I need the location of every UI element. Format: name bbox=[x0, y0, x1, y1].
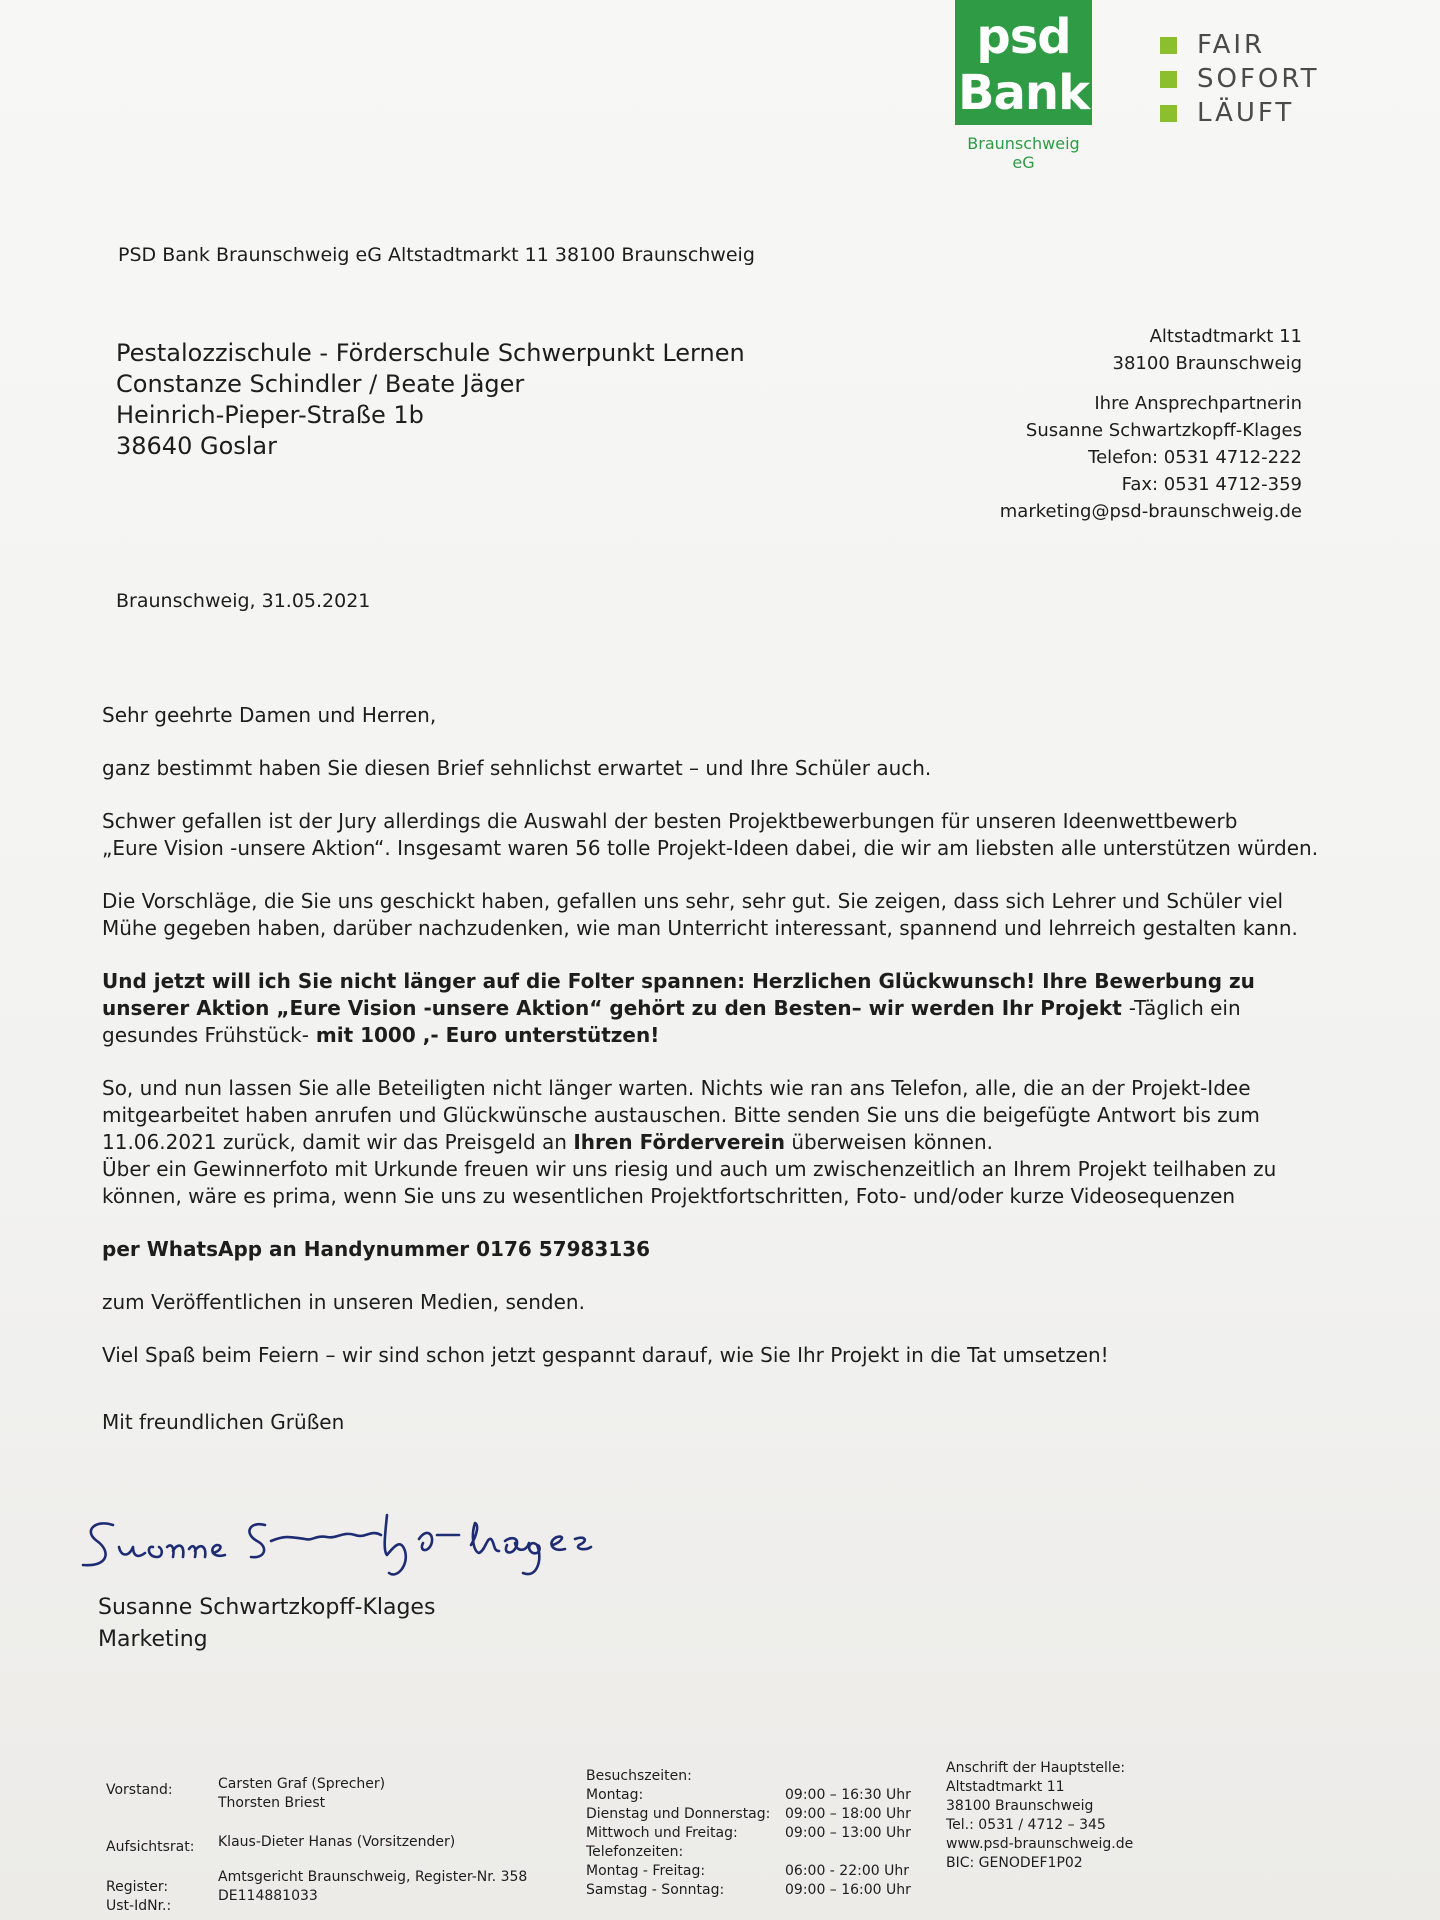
contact-name: Susanne Schwartzkopff-Klages bbox=[1025, 420, 1302, 441]
logo-line1: psd bbox=[976, 9, 1071, 65]
contact-phone: Telefon: 0531 4712-222 bbox=[1088, 447, 1302, 468]
closing: Mit freundlichen Grüßen bbox=[102, 1410, 345, 1434]
hours-day: Dienstag und Donnerstag: bbox=[586, 1806, 771, 1822]
letter-body bbox=[102, 702, 1332, 1462]
slogan-square-icon bbox=[1160, 37, 1177, 54]
footer-ust-label: Ust-IdNr.: bbox=[106, 1898, 172, 1914]
paragraph-bold: mit 1000 ,- Euro unterstützen! bbox=[308, 1023, 660, 1047]
logo-line2: Bank bbox=[957, 65, 1090, 121]
slogan-word: SOFORT bbox=[1197, 64, 1320, 94]
footer-vorstand bbox=[218, 1775, 385, 1813]
footer-aufsicht: Klaus-Dieter Hanas (Vorsitzender) bbox=[218, 1834, 456, 1850]
hours-day: Montag: bbox=[586, 1787, 644, 1803]
logo-subtitle: Braunschweig eG bbox=[967, 134, 1080, 172]
footer-vorstand-name: Thorsten Briest bbox=[218, 1795, 326, 1811]
signer-department: Marketing bbox=[98, 1627, 208, 1652]
footer-hours bbox=[586, 1767, 911, 1900]
paragraph-congrats bbox=[102, 968, 1332, 1049]
contact-email: marketing@psd-braunschweig.de bbox=[999, 501, 1302, 522]
recipient-line: 38640 Goslar bbox=[116, 432, 278, 460]
paragraph: ganz bestimmt haben Sie diesen Brief sehnlichst erwartet – und Ihre Schüler auch. bbox=[102, 756, 932, 780]
slogan-square-icon bbox=[1160, 71, 1177, 88]
paragraph-text: Schwer gefallen ist der Jury allerdings die Auswahl der besten Projektbewerbungen für unseren Ideenwettbewerb bbox=[102, 809, 1238, 833]
phone-hours-day: Montag - Freitag: bbox=[586, 1863, 706, 1879]
phone-hours-day: Samstag - Sonntag: bbox=[586, 1882, 725, 1898]
slogan-square-icon bbox=[1160, 105, 1177, 122]
signer-block bbox=[98, 1592, 435, 1656]
slogan-word: FAIR bbox=[1197, 30, 1266, 60]
whatsapp-line: per WhatsApp an Handynummer 0176 57983136 bbox=[102, 1237, 651, 1261]
footer-register-label bbox=[106, 1878, 171, 1916]
hq-line: 38100 Braunschweig bbox=[946, 1798, 1094, 1814]
sender-line: PSD Bank Braunschweig eG Altstadtmarkt 11 38100 Braunschweig bbox=[118, 244, 755, 266]
hours-time: 09:00 – 13:00 Uhr bbox=[785, 1825, 911, 1841]
phone-hours-time: 06:00 - 22:00 Uhr bbox=[785, 1863, 909, 1879]
recipient-address bbox=[116, 338, 745, 462]
paragraph-text: Über ein Gewinnerfoto mit Urkunde freuen wir uns riesig und auch um zwischenzeitlich an Ihrem Projekt teilhaben zu können, wäre es prima, wenn Sie uns zu wesentlichen Projektfortschritten, Foto- und/oder kurze Videosequenzen bbox=[102, 1157, 1277, 1208]
letter-date: Braunschweig, 31.05.2021 bbox=[116, 590, 371, 612]
hours-time: 09:00 – 18:00 Uhr bbox=[785, 1806, 911, 1822]
project-name: -Täglich ein gesundes Frühstück- bbox=[102, 996, 1241, 1047]
hours-day: Mittwoch und Freitag: bbox=[586, 1825, 738, 1841]
paragraph-text: überweisen können. bbox=[784, 1130, 993, 1154]
paragraph: Viel Spaß beim Feiern – wir sind schon jetzt gespannt darauf, wie Sie Ihr Projekt in die Tat umsetzen! bbox=[102, 1343, 1109, 1367]
footer-ust-value: DE114881033 bbox=[218, 1888, 318, 1904]
contact-street: Altstadtmarkt 11 bbox=[1149, 326, 1302, 347]
footer-register-label-text: Register: bbox=[106, 1879, 169, 1895]
paragraph-bold: Ihren Förderverein bbox=[573, 1130, 785, 1154]
salutation: Sehr geehrte Damen und Herren, bbox=[102, 703, 437, 727]
contact-city: 38100 Braunschweig bbox=[1112, 353, 1302, 374]
footer-aufsicht-label: Aufsichtsrat: bbox=[106, 1839, 195, 1855]
psd-bank-logo bbox=[955, 0, 1092, 125]
paragraph-text: So, und nun lassen Sie alle Beteiligten nicht länger warten. Nichts wie ran ans Telefon, alle, die an der Projekt-Idee mitgearbeitet haben anrufen und Glückwünsche austauschen. Bitte senden Sie uns die beigefügte Antwort bis zum 11.06.2021 zurück, damit wir das Preisgeld an bbox=[102, 1076, 1260, 1154]
paragraph: zum Veröffentlichen in unseren Medien, senden. bbox=[102, 1290, 585, 1314]
footer-register bbox=[218, 1868, 527, 1906]
paragraph-bold: Und jetzt will ich Sie nicht länger auf die Folter spannen: Herzlichen Glückwunsch! Ihre Bewerbung zu unserer Aktion „Eure Vision -unsere Aktion“ gehört zu den Besten– wir werden Ihr Projekt bbox=[102, 969, 1255, 1020]
contact-fax: Fax: 0531 4712-359 bbox=[1121, 474, 1302, 495]
footer-telefon-label: Telefonzeiten: bbox=[586, 1844, 684, 1860]
paragraph bbox=[102, 808, 1332, 862]
footer-vorstand-name: Carsten Graf (Sprecher) bbox=[218, 1776, 386, 1792]
signer-name: Susanne Schwartzkopff-Klages bbox=[98, 1595, 436, 1620]
paragraph-text: „Eure Vision -unsere Aktion“. Insgesamt waren 56 tolle Projekt-Ideen dabei, die wir am liebsten alle unterstützen würden. bbox=[102, 836, 1319, 860]
footer-vorstand-label: Vorstand: bbox=[106, 1782, 173, 1798]
contact-label: Ihre Ansprechpartnerin bbox=[1094, 393, 1302, 414]
recipient-line: Heinrich-Pieper-Straße 1b bbox=[116, 401, 424, 429]
phone-hours-time: 09:00 – 16:00 Uhr bbox=[785, 1882, 911, 1898]
hq-line: BIC: GENODEF1P02 bbox=[946, 1855, 1083, 1871]
slogan bbox=[1160, 28, 1319, 130]
slogan-word: LÄUFT bbox=[1197, 98, 1295, 128]
contact-block bbox=[1000, 323, 1302, 525]
recipient-line: Pestalozzischule - Förderschule Schwerpunkt Lernen bbox=[116, 339, 745, 367]
hq-line: www.psd-braunschweig.de bbox=[946, 1836, 1134, 1852]
recipient-line: Constanze Schindler / Beate Jäger bbox=[116, 370, 525, 398]
hours-time: 09:00 – 16:30 Uhr bbox=[785, 1787, 911, 1803]
hq-line: Tel.: 0531 / 4712 – 345 bbox=[946, 1817, 1106, 1833]
paragraph bbox=[102, 1075, 1332, 1210]
footer-hq bbox=[946, 1759, 1133, 1873]
paragraph: Die Vorschläge, die Sie uns geschickt haben, gefallen uns sehr, sehr gut. Sie zeigen, dass sich Lehrer und Schüler viel Mühe gegeben haben, darüber nachzudenken, wie man Unterricht interessant, spannend und lehrreich gestalten kann. bbox=[102, 889, 1298, 940]
hq-line: Anschrift der Hauptstelle: bbox=[946, 1760, 1126, 1776]
footer-register-value: Amtsgericht Braunschweig, Register-Nr. 358 bbox=[218, 1869, 528, 1885]
hq-line: Altstadtmarkt 11 bbox=[946, 1779, 1065, 1795]
footer-besuch-label: Besuchszeiten: bbox=[586, 1768, 692, 1784]
handwritten-signature bbox=[75, 1495, 635, 1585]
